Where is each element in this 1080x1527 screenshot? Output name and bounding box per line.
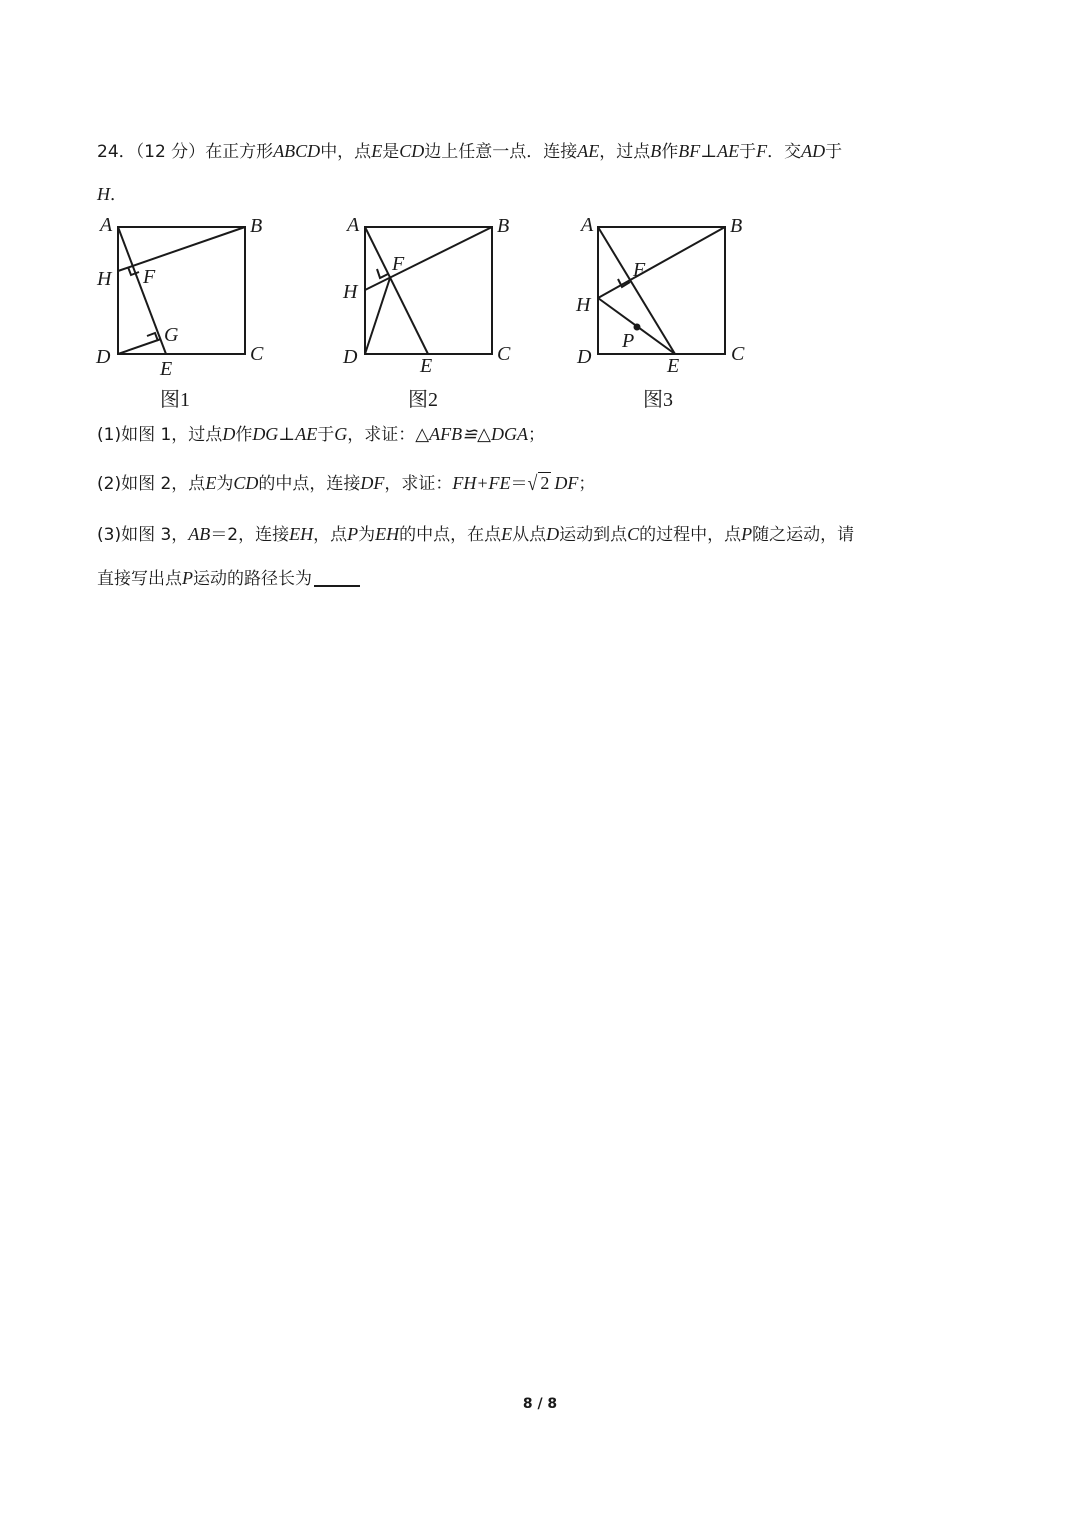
figure-1 [118, 227, 245, 354]
sqrt-2: √ 2 [527, 471, 550, 495]
segment-df [365, 278, 390, 354]
svg-text:C: C [731, 343, 745, 365]
svg-text:H: H [97, 268, 112, 290]
figure-3 [598, 227, 725, 354]
question-stem-cont: H． [97, 184, 127, 205]
svg-text:E: E [160, 358, 173, 380]
svg-text:B: B [730, 215, 743, 237]
svg-text:F: F [392, 253, 405, 275]
figure-2-caption: 图2 [408, 389, 438, 411]
figure-3-caption: 图3 [643, 389, 673, 411]
point-p [634, 324, 641, 331]
figure-3-labels [575, 214, 745, 411]
svg-text:D: D [577, 346, 592, 368]
segment-bh [598, 227, 725, 298]
svg-text:H: H [343, 281, 358, 303]
square-abcd [365, 227, 492, 354]
figure-2-labels [342, 214, 511, 411]
svg-text:E: E [667, 355, 680, 377]
question-stem: 24．（12 分）在正方形ABCD中，点E是CD边上任意一点．连接AE，过点B作BF⊥AE于F．交AD于 [97, 141, 843, 162]
svg-text:A: A [347, 214, 360, 236]
part-2: (2)如图 2，点E为CD的中点，连接DF，求证：FH+FE＝√ 2 DF； [97, 471, 596, 495]
svg-text:C: C [250, 343, 264, 365]
part-3-cont: 直接写出点P运动的路径长为 [97, 566, 360, 591]
answer-blank[interactable] [314, 567, 360, 587]
svg-text:F: F [633, 259, 646, 281]
figure-1-labels [95, 214, 264, 411]
part-3: (3)如图 3，AB＝2，连接EH，点P为EH的中点，在点E从点D运动到点C的过程中，点P随之运动，请 [97, 524, 855, 545]
svg-text:E: E [420, 355, 433, 377]
segment-dg [118, 339, 161, 354]
page-number: 8 / 8 [522, 1396, 558, 1412]
svg-text:F: F [143, 266, 156, 288]
svg-text:A: A [581, 214, 594, 236]
segment-bh [365, 227, 492, 290]
svg-text:A: A [100, 214, 113, 236]
svg-text:B: B [497, 215, 510, 237]
segment-ae [118, 227, 166, 354]
svg-text:D: D [343, 346, 358, 368]
svg-text:D: D [96, 346, 111, 368]
question-score: （12 分） [135, 142, 206, 162]
svg-text:P: P [622, 330, 635, 352]
figure-1-caption: 图1 [160, 389, 190, 411]
segment-bh [118, 227, 245, 271]
svg-text:B: B [250, 215, 263, 237]
square-abcd [598, 227, 725, 354]
svg-text:C: C [497, 343, 511, 365]
figures [0, 0, 1080, 420]
part-1: (1)如图 1，过点D作DG⊥AE于G，求证：△AFB≌△DGA； [97, 424, 545, 445]
svg-text:H: H [576, 294, 591, 316]
square-abcd [118, 227, 245, 354]
svg-text:G: G [164, 324, 179, 346]
segment-ae [365, 227, 428, 354]
question-number: 24 [97, 142, 119, 162]
figure-2 [365, 227, 492, 354]
